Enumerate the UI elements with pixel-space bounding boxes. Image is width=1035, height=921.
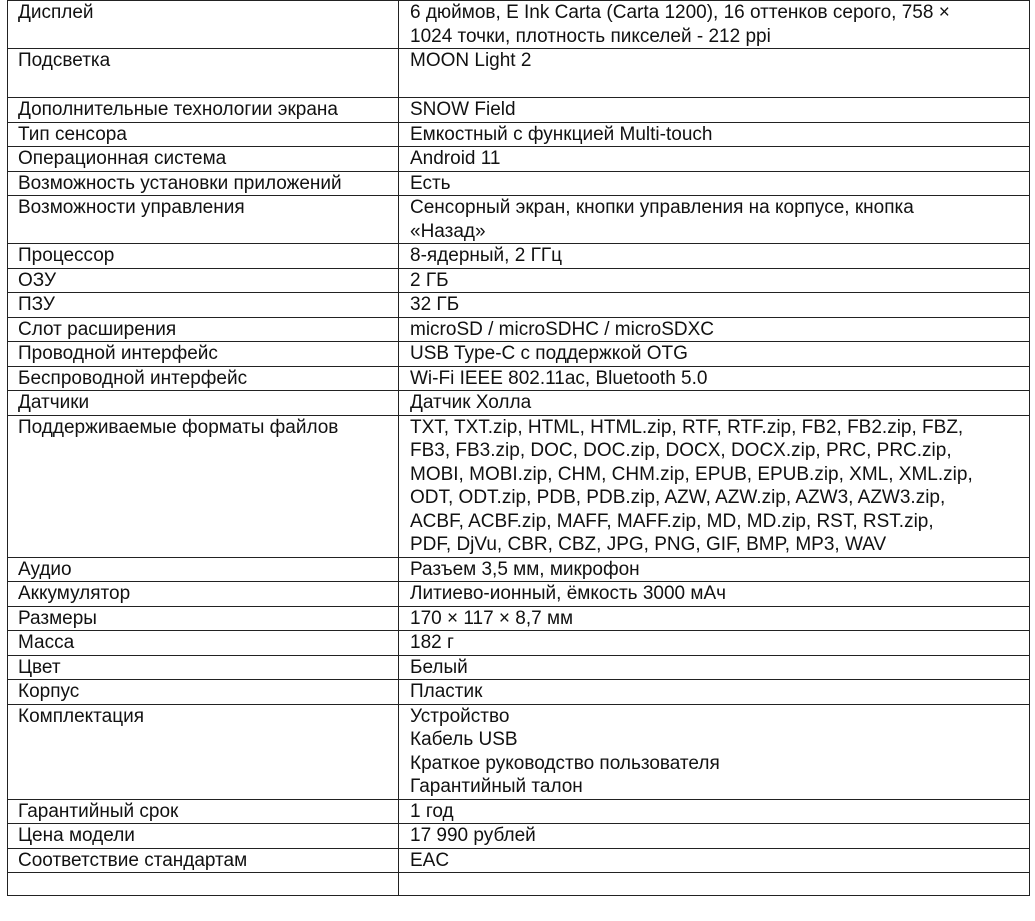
table-row: [8, 366, 1030, 391]
spec-value: 17 990 рублей: [399, 824, 1030, 849]
spec-label: Поддерживаемые форматы файлов: [8, 415, 399, 557]
spec-label: Комплектация: [8, 704, 399, 799]
spec-value: USB Type-C с поддержкой OTG: [399, 342, 1030, 367]
spec-label: Проводной интерфейс: [8, 342, 399, 367]
table-row: [8, 606, 1030, 631]
spec-value: 182 г: [399, 631, 1030, 656]
spec-label: Дисплей: [8, 1, 399, 49]
table-row: [8, 342, 1030, 367]
spec-label: Датчики: [8, 391, 399, 416]
spec-label: Подсветка: [8, 49, 399, 98]
spec-label: Возможности управления: [8, 196, 399, 244]
spec-label: Тип сенсора: [8, 122, 399, 147]
table-row: [8, 799, 1030, 824]
spec-value: Белый: [399, 655, 1030, 680]
spec-label: Аудио: [8, 557, 399, 582]
spec-value: microSD / microSDHC / microSDXC: [399, 317, 1030, 342]
spec-value: 8-ядерный, 2 ГГц: [399, 244, 1030, 269]
spec-label: Беспроводной интерфейс: [8, 366, 399, 391]
table-row-empty: [8, 873, 1030, 896]
table-row: [8, 704, 1030, 799]
spec-value: 170 × 117 × 8,7 мм: [399, 606, 1030, 631]
table-row: [8, 655, 1030, 680]
table-row: [8, 49, 1030, 98]
spec-label: Цена модели: [8, 824, 399, 849]
table-row: [8, 1, 1030, 49]
spec-label: Соответствие стандартам: [8, 848, 399, 873]
spec-value: 32 ГБ: [399, 293, 1030, 318]
spec-value: 1 год: [399, 799, 1030, 824]
spec-value: Android 11: [399, 147, 1030, 172]
spec-label: Аккумулятор: [8, 582, 399, 607]
spec-label: [8, 873, 399, 896]
table-row: [8, 244, 1030, 269]
spec-value: Устройство Кабель USB Краткое руководство пользователя Гарантийный талон: [399, 704, 1030, 799]
table-row: [8, 293, 1030, 318]
spec-value: Сенсорный экран, кнопки управления на корпусе, кнопка «Назад»: [399, 196, 1030, 244]
table-row: [8, 196, 1030, 244]
spec-value: Есть: [399, 171, 1030, 196]
spec-label: Размеры: [8, 606, 399, 631]
spec-label: ОЗУ: [8, 268, 399, 293]
spec-label: Корпус: [8, 680, 399, 705]
spec-label: Масса: [8, 631, 399, 656]
spec-table: [7, 0, 1030, 896]
table-row: [8, 631, 1030, 656]
table-row: [8, 268, 1030, 293]
table-row: [8, 122, 1030, 147]
spec-value: Датчик Холла: [399, 391, 1030, 416]
table-row: [8, 824, 1030, 849]
table-row: [8, 147, 1030, 172]
spec-label: Операционная система: [8, 147, 399, 172]
spec-value: 2 ГБ: [399, 268, 1030, 293]
table-row: [8, 582, 1030, 607]
spec-value: Пластик: [399, 680, 1030, 705]
spec-value: Емкостный с функцией Multi-touch: [399, 122, 1030, 147]
spec-value: [399, 873, 1030, 896]
spec-label: Возможность установки приложений: [8, 171, 399, 196]
spec-label: Процессор: [8, 244, 399, 269]
spec-value: SNOW Field: [399, 98, 1030, 123]
spec-label: Слот расширения: [8, 317, 399, 342]
spec-value: MOON Light 2: [399, 49, 1030, 98]
spec-label: Цвет: [8, 655, 399, 680]
spec-label: Гарантийный срок: [8, 799, 399, 824]
table-row: [8, 317, 1030, 342]
table-row: [8, 557, 1030, 582]
spec-value: TXT, TXT.zip, HTML, HTML.zip, RTF, RTF.zip, FB2, FB2.zip, FBZ, FB3, FB3.zip, DOC, DOC.zip, DOCX, DOCX.zip, PRC, PRC.zip, MOBI, MOBI.zip, CHM, CHM.zip, EPUB, EPUB.zip, XML, XML.zip, ODT, ODT.zip, PDB, PDB.zip, AZW, AZW.zip, AZW3, AZW3.zip, ACBF, ACBF.zip, MAFF, MAFF.zip, MD, MD.zip, RST, RST.zip, PDF, DjVu, CBR, CBZ, JPG, PNG, GIF, BMP, MP3, WAV: [399, 415, 1030, 557]
spec-label: Дополнительные технологии экрана: [8, 98, 399, 123]
table-row: [8, 415, 1030, 557]
table-row: [8, 171, 1030, 196]
table-row: [8, 848, 1030, 873]
spec-label: ПЗУ: [8, 293, 399, 318]
spec-value: EAC: [399, 848, 1030, 873]
spec-value: 6 дюймов, E Ink Carta (Carta 1200), 16 оттенков серого, 758 × 1024 точки, плотность пикселей - 212 ppi: [399, 1, 1030, 49]
spec-value: Литиево-ионный, ёмкость 3000 мАч: [399, 582, 1030, 607]
table-row: [8, 391, 1030, 416]
spec-value: Wi-Fi IEEE 802.11ac, Bluetooth 5.0: [399, 366, 1030, 391]
table-row: [8, 680, 1030, 705]
table-row: [8, 98, 1030, 123]
spec-value: Разъем 3,5 мм, микрофон: [399, 557, 1030, 582]
